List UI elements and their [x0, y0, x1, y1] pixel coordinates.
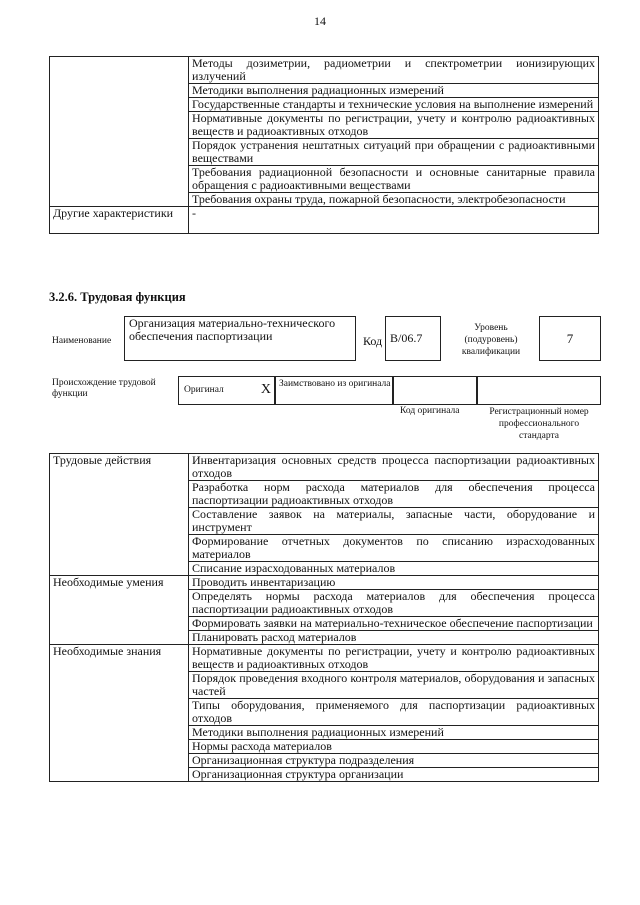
table-row	[50, 57, 599, 84]
knowledge-continuation-table	[49, 56, 599, 234]
other-characteristics-label: Другие характеристики	[50, 207, 189, 234]
table-cell: Нормы расхода материалов	[189, 740, 599, 754]
borrowed-label: Заимствовано из оригинала	[279, 379, 391, 389]
table-cell: Организационная структура организации	[189, 768, 599, 782]
table-cell: Порядок устранения нештатных ситуаций при обращении с радиоактивными веществами	[189, 139, 599, 166]
table-cell: Методы дозиметрии, радиометрии и спектрометрии ионизирующих излучений	[189, 57, 599, 84]
original-label: Оригинал	[184, 385, 224, 395]
skills-label: Необходимые умения	[50, 576, 189, 645]
code-original-box	[392, 376, 478, 405]
other-characteristics-value: -	[189, 207, 599, 234]
table-row	[50, 576, 599, 590]
origin-label: Происхождение трудовой функции	[52, 378, 156, 399]
original-mark: X	[260, 382, 271, 397]
actions-label: Трудовые действия	[50, 454, 189, 576]
table-row	[50, 454, 599, 481]
code-value-box: В/06.7	[385, 316, 441, 361]
qualification-level-label: Уровень (подуровень) квалификации	[461, 323, 521, 357]
section-heading: 3.2.6. Трудовая функция	[49, 290, 186, 304]
table-cell: Требования радиационной безопасности и основные санитарные правила обращения с радиоактивными веществами	[189, 166, 599, 193]
table-cell: Порядок проведения входного контроля материалов, оборудования и запасных частей	[189, 672, 599, 699]
knowledge-label: Необходимые знания	[50, 645, 189, 782]
page-number: 14	[314, 14, 326, 28]
table-row	[50, 645, 599, 672]
table-cell: Списание израсходованных материалов	[189, 562, 599, 576]
row-label-empty	[50, 57, 189, 207]
table-cell: Проводить инвентаризацию	[189, 576, 599, 590]
function-name-box: Организация материально-технического обеспечения паспортизации	[124, 316, 356, 361]
table-cell: Формирование отчетных документов по списанию израсходованных материалов	[189, 535, 599, 562]
table-cell: Организационная структура подразделения	[189, 754, 599, 768]
table-cell: Нормативные документы по регистрации, учету и контролю радиоактивных веществ и радиоактивных отходов	[189, 645, 599, 672]
table-cell: Нормативные документы по регистрации, учету и контролю радиоактивных веществ и радиоактивных отходов	[189, 112, 599, 139]
table-cell: Методики выполнения радиационных измерений	[189, 726, 599, 740]
table-row	[50, 207, 599, 234]
table-cell: Планировать расход материалов	[189, 631, 599, 645]
table-cell: Инвентаризация основных средств процесса паспортизации радиоактивных отходов	[189, 454, 599, 481]
table-cell: Государственные стандарты и технические условия на выполнение измерений	[189, 98, 599, 112]
table-cell: Методики выполнения радиационных измерений	[189, 84, 599, 98]
code-original-label: Код оригинала	[400, 406, 460, 416]
table-cell: Формировать заявки на материально-техническое обеспечение паспортизации	[189, 617, 599, 631]
table-cell: Типы оборудования, применяемого для паспортизации радиоактивных отходов	[189, 699, 599, 726]
reg-number-box	[476, 376, 601, 405]
table-cell: Разработка норм расхода материалов для обеспечения процесса паспортизации радиоактивных отходов	[189, 481, 599, 508]
table-cell: Требования охраны труда, пожарной безопасности, электробезопасности	[189, 193, 599, 207]
original-box	[178, 376, 276, 405]
name-label: Наименование	[52, 336, 112, 346]
borrowed-box	[274, 376, 394, 405]
qualification-level-box: 7	[539, 316, 601, 361]
labor-function-table	[49, 453, 599, 782]
table-cell: Составление заявок на материалы, запасные части, оборудование и инструмент	[189, 508, 599, 535]
reg-number-label: Регистрационный номер профессионального стандарта	[489, 407, 589, 441]
code-label: Код	[363, 334, 383, 348]
table-cell: Определять нормы расхода материалов для обеспечения процесса паспортизации радиоактивных отходов	[189, 590, 599, 617]
